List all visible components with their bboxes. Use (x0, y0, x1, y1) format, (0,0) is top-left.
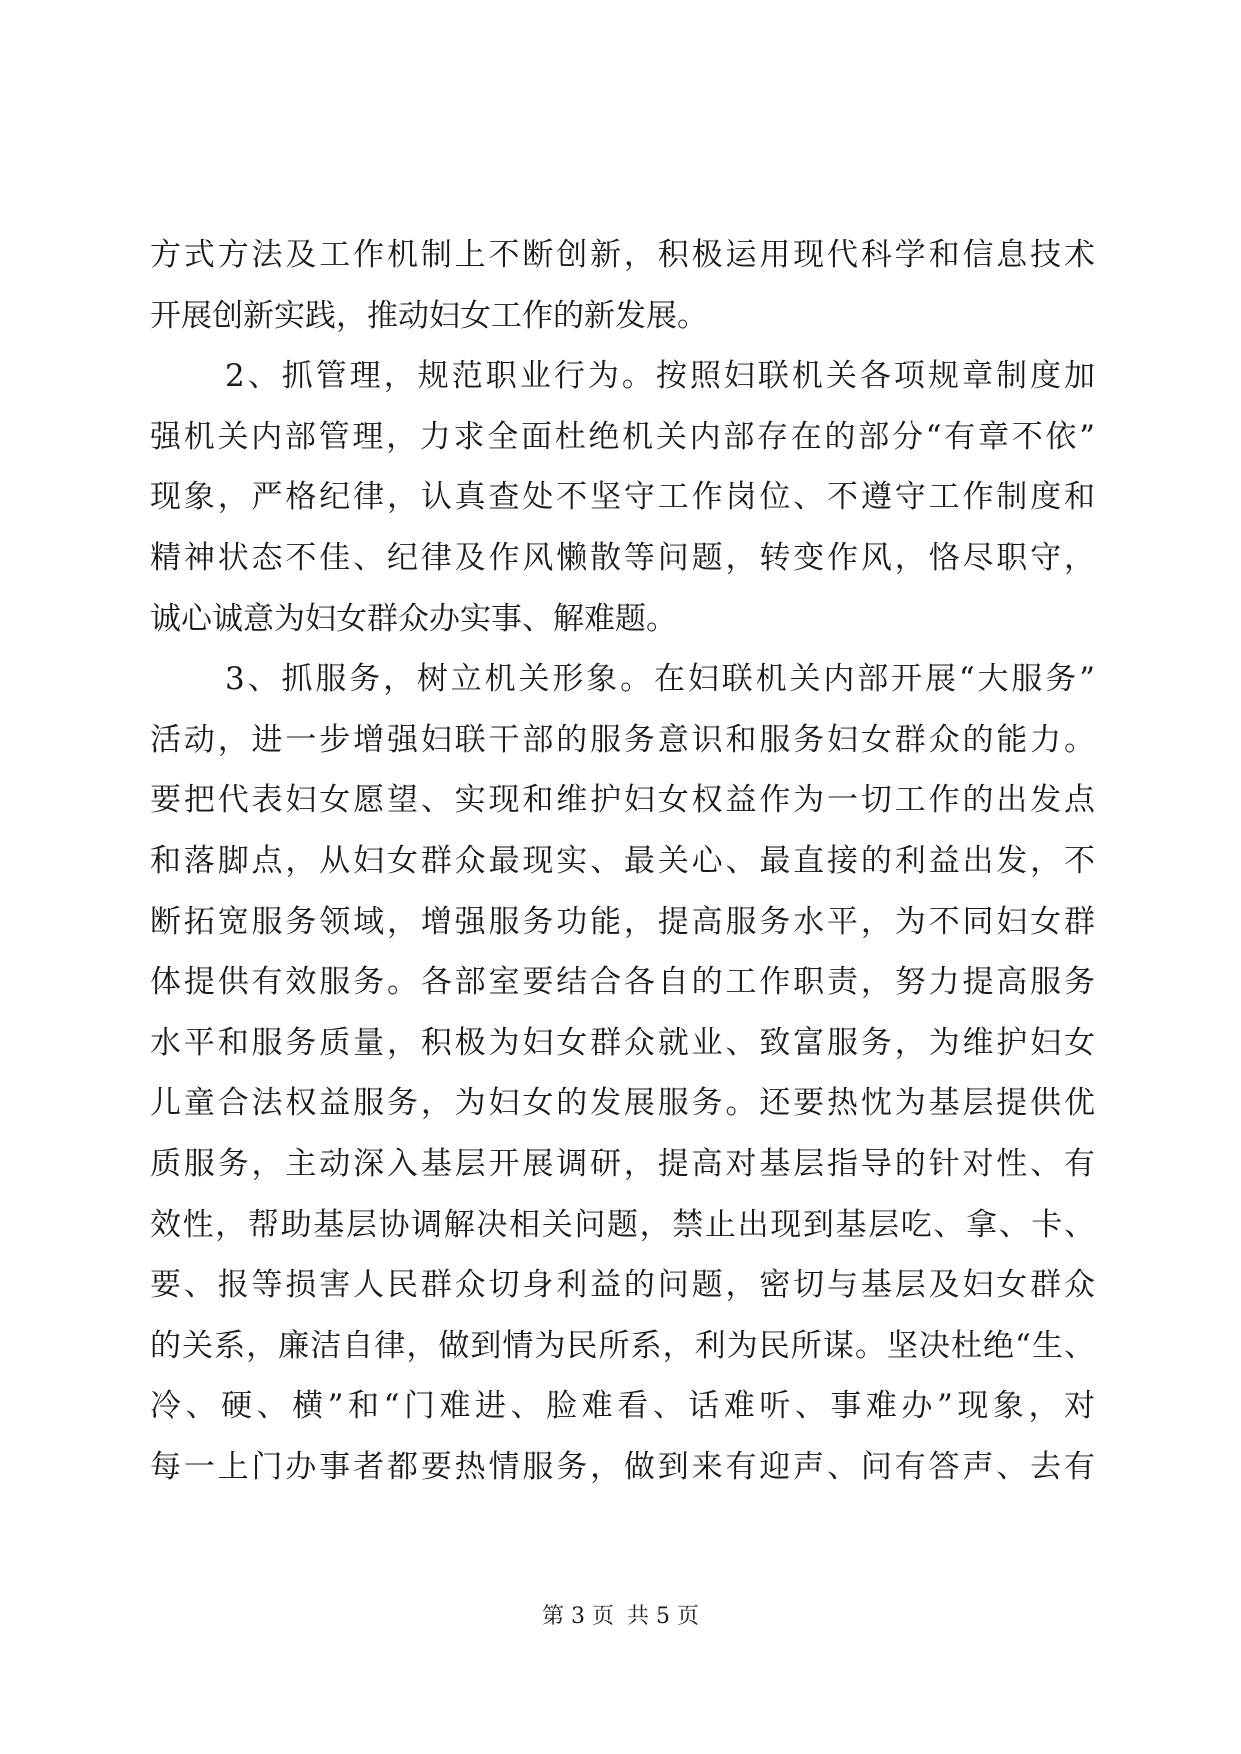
text-line: 断拓宽服务领域，增强服务功能，提高服务水平，为不同妇女群 (150, 903, 1095, 940)
text-line: 质服务，主动深入基层开展调研，提高对基层指导的针对性、有 (150, 1145, 1095, 1182)
text-line: 的关系，廉洁自律，做到情为民所系，利为民所谋。坚决杜绝“生、 (150, 1327, 1095, 1364)
text-line: 儿童合法权益服务，为妇女的发展服务。还要热忱为基层提供优 (150, 1085, 1095, 1122)
text-line: 3、抓服务，树立机关形象。在妇联机关内部开展“大服务” (225, 661, 1095, 698)
text-line: 冷、硬、横”和“门难进、脸难看、话难听、事难办”现象，对 (150, 1388, 1095, 1425)
text-line: 体提供有效服务。各部室要结合各自的工作职责，努力提高服务 (150, 964, 1095, 1001)
text-line: 每一上门办事者都要热情服务，做到来有迎声、问有答声、去有 (150, 1448, 1095, 1485)
page-total: 共 5 页 (627, 1604, 699, 1629)
text-line: 效性，帮助基层协调解决相关问题，禁止出现到基层吃、拿、卡、 (150, 1206, 1095, 1243)
page-number: 第 3 页 (542, 1604, 614, 1629)
document-body (150, 225, 1095, 1497)
text-line: 活动，进一步增强妇联干部的服务意识和服务妇女群众的能力。 (150, 721, 1095, 758)
text-line: 水平和服务质量，积极为妇女群众就业、致富服务，为维护妇女 (150, 1024, 1095, 1061)
text-line: 精神状态不佳、纪律及作风懒散等问题，转变作风，恪尽职守， (150, 539, 1095, 576)
text-line: 要把代表妇女愿望、实现和维护妇女权益作为一切工作的出发点 (150, 782, 1095, 819)
text-line: 诚心诚意为妇女群众办实事、解难题。 (150, 600, 677, 637)
text-line: 要、报等损害人民群众切身利益的问题，密切与基层及妇女群众 (150, 1267, 1095, 1304)
text-line: 强机关内部管理，力求全面杜绝机关内部存在的部分“有章不依” (150, 418, 1095, 455)
text-line: 现象，严格纪律，认真查处不坚守工作岗位、不遵守工作制度和 (150, 479, 1095, 516)
text-line: 和落脚点，从妇女群众最现实、最关心、最直接的利益出发，不 (150, 842, 1095, 879)
text-line: 开展创新实践，推动妇女工作的新发展。 (150, 297, 708, 334)
page-footer (0, 1602, 1241, 1632)
text-line: 2、抓管理，规范职业行为。按照妇联机关各项规章制度加 (225, 358, 1095, 395)
text-line: 方式方法及工作机制上不断创新，积极运用现代科学和信息技术 (150, 237, 1095, 273)
